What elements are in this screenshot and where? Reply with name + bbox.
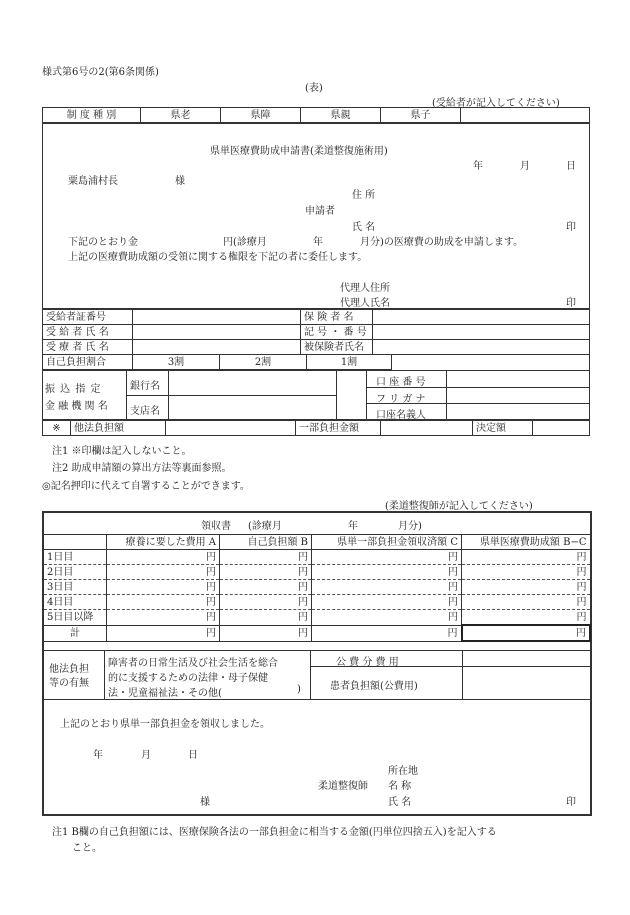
public-cost-label: 公 費 分 費 用	[336, 657, 399, 668]
other-burden-divider-3	[462, 650, 463, 700]
ratio-label: 自己負担割合	[43, 355, 133, 370]
table-row	[44, 565, 591, 580]
row-label: 2日目	[44, 565, 107, 580]
symbol-number-label: 記 号 ・ 番 号	[301, 325, 373, 340]
form-number: 様式第6号の2(第6条関係)	[42, 67, 159, 78]
side-label: (表)	[305, 83, 323, 94]
ratio-2[interactable]: 2割	[220, 355, 307, 370]
recipient-name-field[interactable]	[133, 325, 301, 340]
cell-a[interactable]: 円	[107, 595, 220, 610]
system-type-kenko[interactable]: 県子	[381, 108, 461, 123]
patient-name-field[interactable]	[133, 340, 301, 355]
cell-bc[interactable]: 円	[462, 550, 591, 565]
table-row	[44, 610, 591, 626]
row-label: 5日目以降	[44, 610, 107, 626]
cell-a[interactable]: 円	[107, 550, 220, 565]
cell-c[interactable]: 円	[312, 595, 462, 610]
received-text: 上記のとおり県単一部負担金を領収しました。	[60, 719, 270, 730]
other-burden-label-1: 他法負担	[49, 664, 89, 675]
account-number-label: 口 座 番 号	[376, 377, 426, 388]
date-day: 日	[566, 161, 576, 172]
cert-number-field[interactable]	[133, 310, 301, 325]
applicant-label: 申請者	[305, 206, 335, 217]
cell-b[interactable]: 円	[220, 595, 312, 610]
receipt-date-day: 日	[188, 750, 198, 761]
receipt-sama: 様	[200, 797, 210, 808]
insured-name-field[interactable]	[373, 340, 590, 355]
table-row	[44, 550, 591, 565]
other-burden-label-2: 等の有無	[49, 678, 89, 689]
total-bc[interactable]: 円	[462, 625, 591, 641]
receipt-date-year: 年	[93, 750, 103, 761]
partial-field[interactable]	[381, 421, 473, 436]
addressee-suffix: 様	[175, 176, 185, 187]
account-divider-mid	[366, 370, 367, 420]
total-label: 計	[44, 625, 107, 641]
address-label: 住 所	[352, 190, 376, 201]
total-row	[44, 625, 591, 641]
ratio-1[interactable]: 1割	[307, 355, 392, 370]
row-label: 1日目	[44, 550, 107, 565]
receipt-seal: 印	[566, 797, 576, 808]
agent-name: 代理人氏名	[340, 298, 390, 309]
footer-note-1: 注1 B欄の自己負担額には、医療保険各法の一部負担金に相当する金額(円単位四捨五入)を記入する	[52, 827, 497, 838]
bank-name-label: 銀行名	[130, 381, 160, 392]
decision-label: 決定額	[473, 421, 533, 436]
furigana-label: フ リ ガ ナ	[376, 394, 426, 405]
bank-row-line	[126, 395, 336, 396]
col-header-b: 自己負担額 B	[220, 535, 312, 550]
receipt-month: 月分)	[398, 521, 422, 532]
cell-c[interactable]: 円	[312, 550, 462, 565]
receipt-corner	[44, 535, 107, 550]
receipt-title: 領収書	[201, 521, 231, 532]
delegation-line: 上記の医療費助成額の受領に関する権限を下記の者に委任します。	[68, 252, 368, 263]
cell-a[interactable]: 円	[107, 610, 220, 626]
application-title: 県単医療費助成申請書(柔道整復施術用)	[210, 146, 388, 157]
cell-bc[interactable]: 円	[462, 595, 591, 610]
cell-c[interactable]: 円	[312, 610, 462, 626]
receipt-date-month: 月	[141, 750, 151, 761]
cell-a[interactable]: 円	[107, 565, 220, 580]
other-burden-divider	[104, 650, 105, 700]
note-1: 注1 ※印欄は記入しないこと。	[52, 446, 192, 457]
account-divider-right	[446, 370, 447, 420]
table-row	[44, 580, 591, 595]
practitioner-note: (柔道整復師が記入してください)	[385, 501, 533, 512]
ratio-table	[42, 354, 392, 370]
account-divider-left	[336, 370, 337, 420]
decision-field[interactable]	[533, 421, 590, 436]
insurer-field[interactable]	[373, 310, 590, 325]
symbol-number-field[interactable]	[373, 325, 590, 340]
system-type-label: 制 度 種 別	[43, 108, 141, 123]
request-line-a: 下記のとおり金	[68, 237, 138, 248]
person-name-label: 氏 名	[388, 797, 412, 808]
date-year: 年	[473, 161, 483, 172]
cell-bc[interactable]: 円	[462, 610, 591, 626]
cell-c[interactable]: 円	[312, 580, 462, 595]
account-holder-label: 口座名義人	[376, 410, 426, 421]
cert-number-label: 受給者証番号	[43, 310, 133, 325]
addressee: 粟島浦村長	[68, 176, 118, 187]
bank-label-1: 振 込 指 定	[45, 384, 102, 395]
other-burden-close: )	[297, 684, 301, 695]
table-row	[44, 595, 591, 610]
bank-label-2: 金 融 機 関 名	[45, 401, 108, 412]
cell-bc[interactable]: 円	[462, 565, 591, 580]
ratio-empty-area	[391, 354, 590, 371]
total-c[interactable]: 円	[312, 625, 462, 641]
note-3: ◎記名押印に代えて自署することができます。	[42, 481, 250, 492]
office-mark: ※	[43, 421, 71, 436]
other-burden-text-1: 障害者の日常生活及び社会生活を総合	[108, 658, 278, 669]
date-month: 月	[520, 161, 530, 172]
insured-name-label: 被保険者氏名	[301, 340, 373, 355]
system-type-table	[42, 107, 590, 123]
org-name-label: 名 称	[388, 781, 412, 792]
name-label: 氏 名	[352, 222, 376, 233]
bank-name-divider	[168, 370, 169, 420]
col-header-a: 療養に要した費用 A	[107, 535, 220, 550]
cell-a[interactable]: 円	[107, 580, 220, 595]
recipient-note: (受給者が記入してください)	[432, 98, 560, 109]
receipt-year: 年	[348, 521, 358, 532]
branch-name-label: 支店名	[130, 406, 160, 417]
practitioner-label: 柔道整復師	[318, 781, 368, 792]
footer-note-2: こと。	[72, 843, 102, 854]
recipient-info-table	[42, 309, 590, 355]
agent-address: 代理人住所	[340, 283, 390, 294]
other-burden-text-2: 的に支援するための法律・母子保健	[108, 673, 268, 684]
total-b[interactable]: 円	[220, 625, 312, 641]
request-line-b: 円(診療月	[223, 237, 267, 248]
other-burden-divider-2	[310, 650, 311, 700]
request-line-d: 月分)の医療費の助成を申請します。	[360, 237, 524, 248]
cell-b[interactable]: 円	[220, 565, 312, 580]
location-label: 所在地	[388, 766, 418, 777]
cell-bc[interactable]: 円	[462, 580, 591, 595]
cell-b[interactable]: 円	[220, 550, 312, 565]
receipt-table	[43, 534, 591, 642]
other-law-field[interactable]	[166, 421, 296, 436]
cell-b[interactable]: 円	[220, 610, 312, 626]
receipt-month-label: (診療月	[248, 521, 282, 532]
agent-seal: 印	[566, 298, 576, 309]
patient-name-label: 受 療 者 氏 名	[43, 340, 133, 355]
row-label: 4日目	[44, 595, 107, 610]
seal-mark: 印	[566, 222, 576, 233]
note-2: 注2 助成申請額の算出方法等裏面参照。	[52, 463, 232, 474]
patient-cost-label: 患者負担額(公費用)	[330, 681, 418, 692]
other-law-label: 他法負担額	[71, 421, 166, 436]
cell-b[interactable]: 円	[220, 580, 312, 595]
total-a[interactable]: 円	[107, 625, 220, 641]
row-label: 3日目	[44, 580, 107, 595]
insurer-label: 保 険 者 名	[301, 310, 373, 325]
request-line-c: 年	[313, 237, 323, 248]
col-header-bc: 県単医療費助成額 B−C	[462, 535, 591, 550]
office-use-table	[42, 420, 590, 436]
system-type-kenrou[interactable]: 県老	[141, 108, 221, 123]
ratio-3[interactable]: 3割	[133, 355, 220, 370]
system-type-blank	[461, 108, 590, 123]
cell-c[interactable]: 円	[312, 565, 462, 580]
col-header-c: 県単一部負担金領収済額 C	[312, 535, 462, 550]
system-type-kenshou[interactable]: 県障	[221, 108, 301, 123]
other-burden-text-3: 法・児童福祉法・その他(	[108, 688, 222, 699]
recipient-name-label: 受 給 者 氏 名	[43, 325, 133, 340]
system-type-kenshin[interactable]: 県親	[301, 108, 381, 123]
partial-label: 一部負担金額	[296, 421, 381, 436]
